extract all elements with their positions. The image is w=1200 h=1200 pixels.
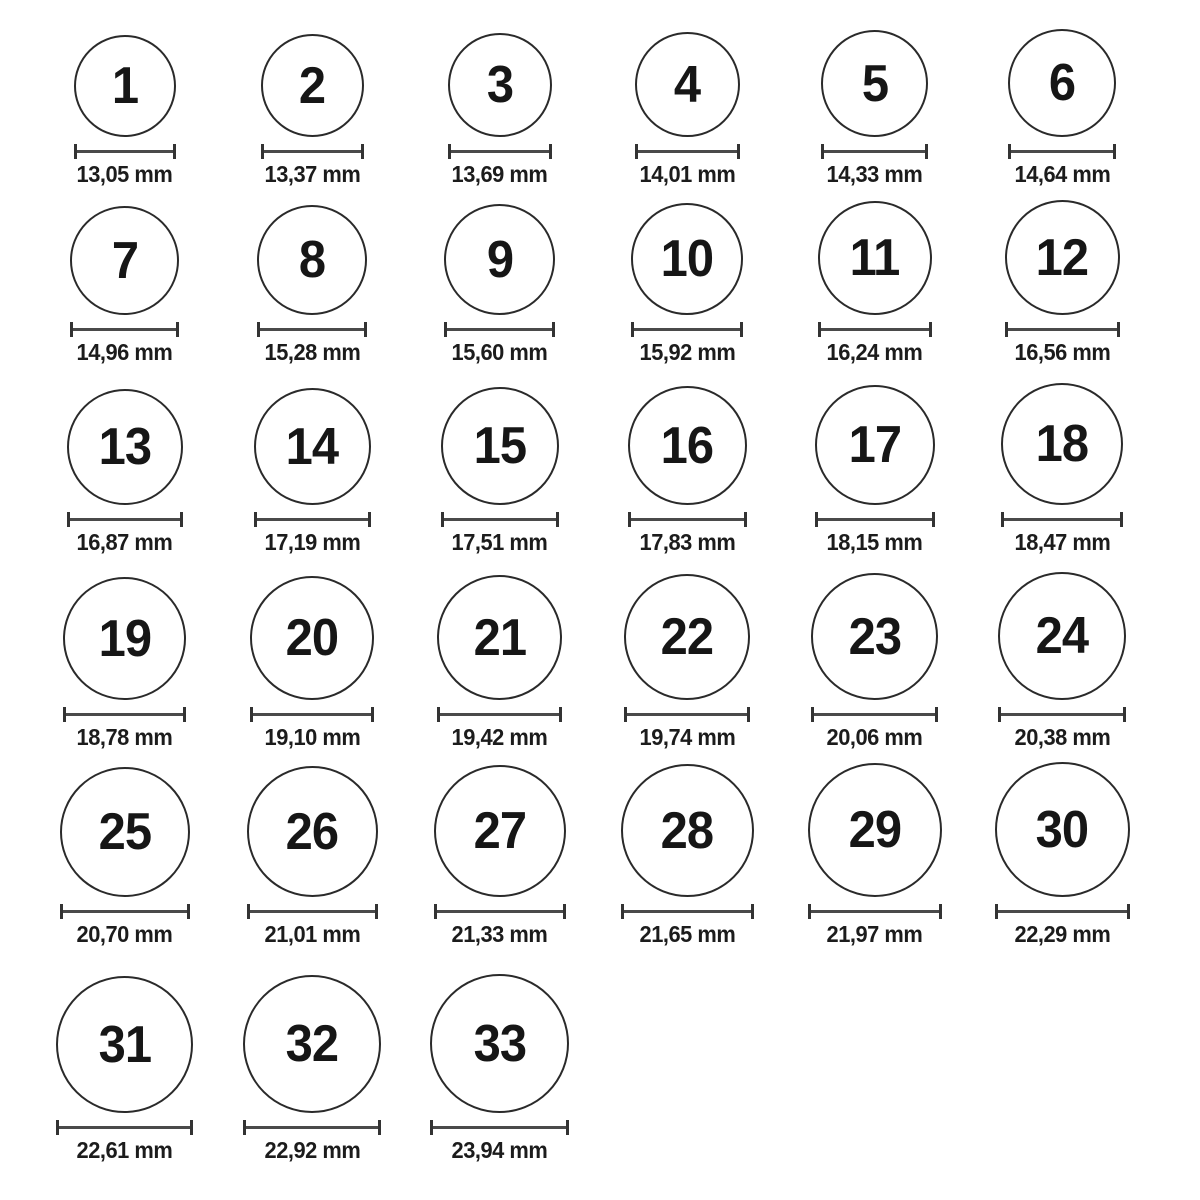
ring-size-number: 12 [1036,228,1089,287]
ring-size-number: 29 [848,801,901,859]
diameter-measure-line [998,707,1126,722]
ring-size-cell [406,374,594,564]
ring-circle [250,576,374,700]
ring-size-number: 27 [473,802,526,860]
diameter-measure-line [818,322,932,337]
ring-size-cell [31,956,219,1172]
diameter-label: 21,33 mm [451,921,548,947]
diameter-label: 16,56 mm [1014,339,1111,365]
diameter-measure-line [56,1120,193,1135]
ring-size-number: 13 [98,418,151,476]
ring-size-cell [31,759,219,956]
diameter-measure-line [444,322,555,337]
diameter-label: 17,19 mm [264,529,361,555]
ring-size-cell [594,196,782,374]
diameter-label: 15,60 mm [451,339,548,365]
ring-circle [437,575,562,700]
ring-size-number: 9 [486,230,513,289]
ring-circle [261,34,364,137]
ring-size-number: 20 [286,609,339,667]
diameter-measure-line [434,904,566,919]
ring-circle [430,974,569,1113]
ring-circle [56,976,193,1113]
ring-circle [821,30,928,137]
ring-size-number: 16 [661,416,714,475]
ring-size-cell [219,564,407,759]
diameter-measure-line [441,512,559,527]
ring-size-number: 3 [486,56,513,114]
diameter-measure-line [1005,322,1120,337]
diameter-label: 14,33 mm [826,161,923,187]
diameter-measure-line [808,904,942,919]
ring-size-number: 7 [111,231,138,290]
ring-size-cell [31,374,219,564]
ring-circle [1001,383,1123,505]
diameter-measure-line [63,707,186,722]
ring-size-number: 6 [1049,54,1076,112]
chart-row-3 [31,374,1156,564]
diameter-measure-line [437,707,562,722]
diameter-label: 21,97 mm [826,921,923,947]
chart-row-5 [31,759,1156,956]
ring-size-number: 30 [1036,800,1089,859]
chart-row-4 [31,564,1156,759]
ring-size-number: 5 [861,54,888,113]
diameter-label: 17,51 mm [451,529,548,555]
ring-size-number: 32 [286,1015,339,1073]
ring-size-cell [594,374,782,564]
ring-size-number: 31 [98,1015,151,1074]
ring-size-cell [781,374,969,564]
ring-circle [818,201,932,315]
ring-size-cell [219,956,407,1172]
diameter-measure-line [621,904,754,919]
ring-size-cell [781,759,969,956]
ring-size-cell [406,956,594,1172]
ring-size-cell [594,0,782,196]
ring-size-cell [31,564,219,759]
empty-cell [781,956,969,1172]
diameter-measure-line [448,144,552,159]
diameter-label: 23,94 mm [451,1137,548,1163]
diameter-measure-line [635,144,740,159]
diameter-measure-line [247,904,378,919]
ring-size-cell [219,196,407,374]
diameter-label: 20,38 mm [1014,724,1111,750]
ring-circle [808,763,942,897]
ring-size-cell [594,564,782,759]
diameter-label: 13,05 mm [76,161,173,187]
ring-circle [635,32,740,137]
diameter-label: 14,01 mm [639,161,736,187]
ring-size-number: 2 [299,56,326,115]
ring-circle [448,33,552,137]
ring-size-number: 22 [661,608,714,666]
ring-size-cell [969,196,1157,374]
diameter-label: 16,87 mm [76,529,173,555]
ring-size-number: 14 [286,417,339,476]
ring-size-number: 15 [473,417,526,475]
ring-size-number: 25 [98,803,151,861]
ring-size-cell [219,374,407,564]
ring-size-number: 26 [286,802,339,861]
diameter-label: 20,70 mm [76,921,173,947]
ring-size-number: 19 [98,609,151,668]
ring-size-number: 11 [849,229,900,287]
diameter-label: 22,92 mm [264,1137,361,1163]
ring-circle [624,574,750,700]
ring-size-cell [781,196,969,374]
ring-circle [70,206,179,315]
ring-circle [811,573,938,700]
ring-circle [60,767,190,897]
diameter-measure-line [1008,144,1116,159]
diameter-label: 19,42 mm [451,724,548,750]
diameter-measure-line [821,144,928,159]
ring-size-number: 28 [661,801,714,860]
empty-cell [594,956,782,1172]
ring-size-number: 17 [848,416,901,474]
ring-size-number: 21 [473,608,526,667]
ring-size-number: 23 [848,607,901,666]
ring-circle [1008,29,1116,137]
diameter-measure-line [430,1120,569,1135]
diameter-label: 18,15 mm [826,529,923,555]
diameter-label: 18,78 mm [76,724,173,750]
ring-size-cell [219,0,407,196]
diameter-measure-line [815,512,935,527]
ring-circle [998,572,1126,700]
ring-circle [67,389,183,505]
diameter-measure-line [1001,512,1123,527]
ring-size-cell [406,759,594,956]
diameter-label: 18,47 mm [1014,529,1111,555]
ring-circle [257,205,367,315]
diameter-label: 15,92 mm [639,339,736,365]
diameter-label: 19,74 mm [639,724,736,750]
ring-size-number: 33 [473,1014,526,1073]
ring-size-cell [969,564,1157,759]
diameter-label: 13,37 mm [264,161,361,187]
ring-circle [63,577,186,700]
diameter-measure-line [624,707,750,722]
ring-circle [434,765,566,897]
ring-size-number: 24 [1036,607,1089,665]
empty-cell [969,956,1157,1172]
ring-size-cell [406,0,594,196]
ring-circle [1005,200,1120,315]
ring-circle [247,766,378,897]
diameter-measure-line [811,707,938,722]
ring-size-number: 8 [299,231,326,289]
ring-size-cell [31,196,219,374]
diameter-label: 13,69 mm [451,161,548,187]
ring-size-number: 4 [674,55,701,114]
ring-size-cell [781,0,969,196]
chart-row-2 [31,196,1156,374]
diameter-measure-line [628,512,747,527]
diameter-label: 14,64 mm [1014,161,1111,187]
diameter-measure-line [995,904,1130,919]
ring-size-cell [969,0,1157,196]
diameter-label: 19,10 mm [264,724,361,750]
ring-circle [995,762,1130,897]
diameter-measure-line [631,322,743,337]
diameter-measure-line [261,144,364,159]
ring-size-cell [219,759,407,956]
chart-row-6 [31,956,1156,1172]
diameter-measure-line [70,322,179,337]
diameter-label: 22,61 mm [76,1137,173,1163]
ring-circle [628,386,747,505]
diameter-label: 17,83 mm [639,529,736,555]
ring-size-cell [969,374,1157,564]
diameter-label: 21,65 mm [639,921,736,947]
diameter-measure-line [74,144,176,159]
diameter-label: 15,28 mm [264,339,361,365]
ring-size-cell [969,759,1157,956]
diameter-label: 20,06 mm [826,724,923,750]
ring-circle [74,35,176,137]
ring-circle [243,975,381,1113]
diameter-label: 14,96 mm [76,339,173,365]
ring-circle [815,385,935,505]
ring-size-number: 1 [111,57,138,115]
diameter-label: 22,29 mm [1014,921,1111,947]
ring-size-cell [406,564,594,759]
ring-circle [621,764,754,897]
diameter-measure-line [250,707,374,722]
ring-size-cell [406,196,594,374]
diameter-measure-line [67,512,183,527]
ring-circle [631,203,743,315]
ring-circle [254,388,371,505]
ring-size-cell [594,759,782,956]
diameter-measure-line [257,322,367,337]
ring-size-cell [31,0,219,196]
ring-size-cell [781,564,969,759]
chart-row-1 [31,0,1156,196]
diameter-measure-line [254,512,371,527]
ring-circle [441,387,559,505]
diameter-measure-line [60,904,190,919]
ring-size-number: 10 [661,230,714,288]
diameter-label: 21,01 mm [264,921,361,947]
diameter-label: 16,24 mm [826,339,923,365]
diameter-measure-line [243,1120,381,1135]
ring-size-number: 18 [1036,415,1089,473]
ring-circle [444,204,555,315]
